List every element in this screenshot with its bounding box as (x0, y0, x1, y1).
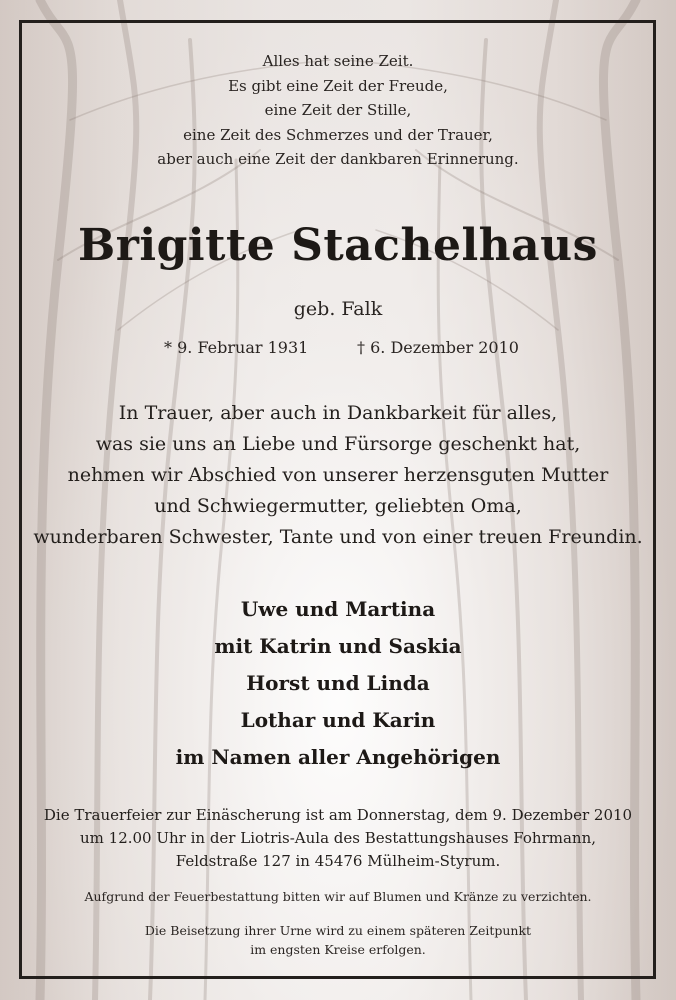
verse-line: Alles hat seine Zeit. (262, 52, 414, 70)
flowers-note: Aufgrund der Feuerbestattung bitten wir auf Blumen und Kränze zu verzichten. (84, 889, 592, 904)
verse-line: eine Zeit des Schmerzes und der Trauer, (183, 125, 493, 144)
burial-line: im engsten Kreise erfolgen. (250, 942, 426, 957)
mourners-list (0, 591, 676, 776)
message-line: nehmen wir Abschied von unserer herzensguten Mutter (67, 464, 609, 486)
farewell-message (0, 398, 676, 553)
mourner-line: im Namen aller Angehörigen (175, 745, 501, 769)
burial-line: Die Beisetzung ihrer Urne wird zu einem späteren Zeitpunkt (144, 923, 532, 938)
funeral-details (0, 804, 676, 873)
mourner-line: Horst und Linda (246, 671, 430, 695)
verse-line: Es gibt eine Zeit der Freude, (228, 76, 448, 95)
maiden-name: geb. Falk (293, 298, 383, 320)
message-line: und Schwiegermutter, geliebten Oma, (154, 495, 522, 517)
ceremony-line: um 12.00 Uhr in der Liotris-Aula des Bestattungshauses Fohrmann, (80, 829, 596, 847)
verse-line: eine Zeit der Stille, (264, 101, 412, 119)
birth-date: * 9. Februar 1931 (164, 338, 309, 357)
opening-verse (0, 49, 676, 172)
message-line: In Trauer, aber auch in Dankbarkeit für alles, (118, 402, 558, 424)
mourner-line: Lothar und Karin (240, 708, 436, 732)
mourner-line: mit Katrin und Saskia (214, 634, 462, 658)
mourner-line: Uwe und Martina (240, 597, 436, 621)
message-line: was sie uns an Liebe und Fürsorge geschenkt hat, (95, 433, 581, 455)
deceased-name: Brigitte Stachelhaus (78, 220, 598, 271)
ceremony-line: Feldstraße 127 in 45476 Mülheim-Styrum. (175, 852, 501, 870)
message-line: wunderbaren Schwester, Tante und von einer treuen Freundin. (33, 526, 643, 548)
verse-line: aber auch eine Zeit der dankbaren Erinnerung. (157, 150, 519, 168)
burial-note (0, 921, 676, 959)
death-date: † 6. Dezember 2010 (357, 338, 519, 357)
ceremony-line: Die Trauerfeier zur Einäscherung ist am Donnerstag, dem 9. Dezember 2010 (43, 806, 633, 824)
